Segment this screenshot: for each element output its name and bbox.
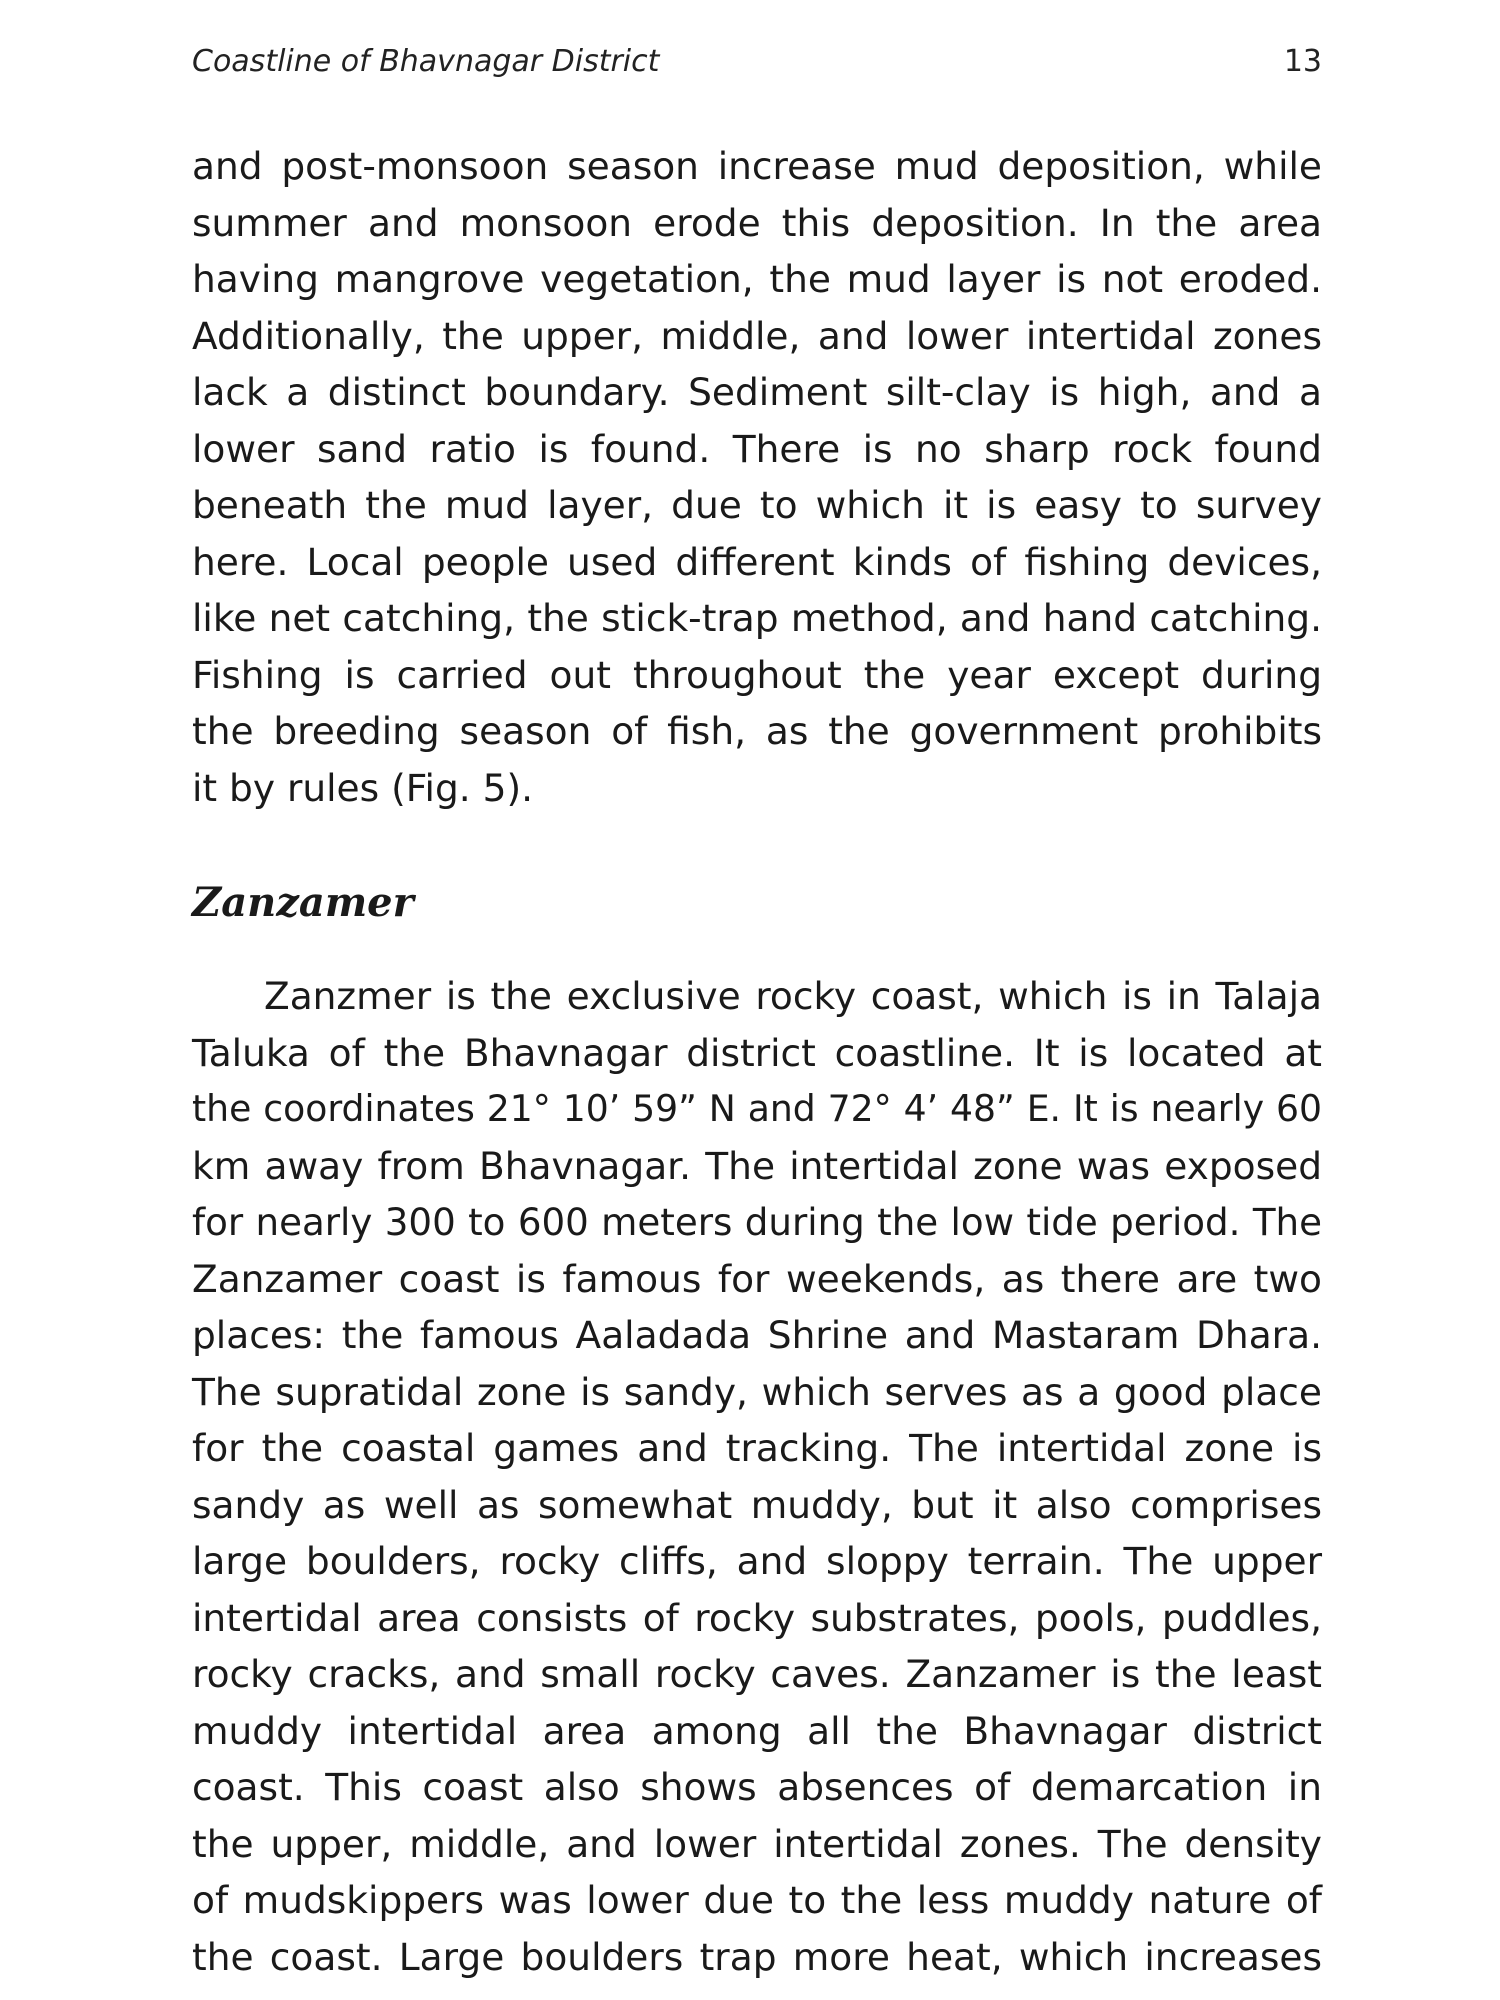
- text-line: rocky cracks, and small rocky caves. Zanzamer is the least: [192, 1652, 1322, 1696]
- text-line: summer and monsoon erode this deposition. In the area: [192, 200, 1322, 245]
- paragraph-fishing-practices: [192, 138, 1322, 816]
- running-header: [192, 40, 1322, 90]
- text-line: coast. This coast also shows absences of demarcation in: [192, 1765, 1322, 1809]
- text-line: here. Local people used different kinds of fishing devices,: [192, 539, 1322, 584]
- text-line: it by rules (Fig. 5).: [192, 765, 534, 810]
- text-line: intertidal area consists of rocky substrates, pools, puddles,: [192, 1595, 1322, 1640]
- text-line: sandy as well as somewhat muddy, but it also comprises: [192, 1482, 1322, 1527]
- section-heading-zanzamer: Zanzamer: [192, 879, 414, 926]
- text-line: Fishing is carried out throughout the year except during: [192, 652, 1322, 697]
- text-line: places: the famous Aaladada Shrine and Mastaram Dhara.: [192, 1313, 1322, 1357]
- text-line: the coast. Large boulders trap more heat, which increases: [192, 1934, 1322, 1979]
- text-line: like net catching, the stick-trap method, and hand catching.: [192, 596, 1322, 640]
- text-line: the breeding season of fish, as the government prohibits: [192, 709, 1322, 753]
- text-line: lack a distinct boundary. Sediment silt-clay is high, and a: [192, 370, 1322, 414]
- text-line: muddy intertidal area among all the Bhavnagar district: [192, 1708, 1322, 1753]
- text-line: for the coastal games and tracking. The intertidal zone is: [192, 1426, 1322, 1470]
- text-line: and post-monsoon season increase mud deposition, while: [192, 144, 1322, 188]
- text-line: lower sand ratio is found. There is no sharp rock found: [192, 426, 1322, 471]
- text-line: of mudskippers was lower due to the less muddy nature of: [192, 1878, 1322, 1922]
- text-line: Zanzamer coast is famous for weekends, as there are two: [192, 1256, 1322, 1301]
- text-line: Taluka of the Bhavnagar district coastline. It is located at: [192, 1030, 1322, 1075]
- text-line: the upper, middle, and lower intertidal zones. The density: [192, 1821, 1322, 1866]
- text-line: large boulders, rocky cliffs, and sloppy terrain. The upper: [192, 1539, 1322, 1583]
- text-line: The supratidal zone is sandy, which serves as a good place: [192, 1369, 1322, 1414]
- paragraph-zanzamer-description: [192, 968, 1322, 1985]
- page-number: 13: [1283, 44, 1322, 79]
- text-line: Additionally, the upper, middle, and lower intertidal zones: [192, 313, 1322, 358]
- text-line: Zanzmer is the exclusive rocky coast, which is in Talaja: [264, 974, 1322, 1018]
- text-line: km away from Bhavnagar. The intertidal zone was exposed: [192, 1143, 1322, 1188]
- running-title: Coastline of Bhavnagar District: [192, 44, 660, 79]
- text-line: having mangrove vegetation, the mud layer is not eroded.: [192, 257, 1322, 301]
- page-body: [192, 138, 1322, 1985]
- text-line: for nearly 300 to 600 meters during the low tide period. The: [192, 1200, 1322, 1244]
- text-line: the coordinates 21° 10’ 59” N and 72° 4’ 48” E. It is nearly 60: [192, 1087, 1322, 1130]
- text-line: beneath the mud layer, due to which it is easy to survey: [192, 483, 1322, 527]
